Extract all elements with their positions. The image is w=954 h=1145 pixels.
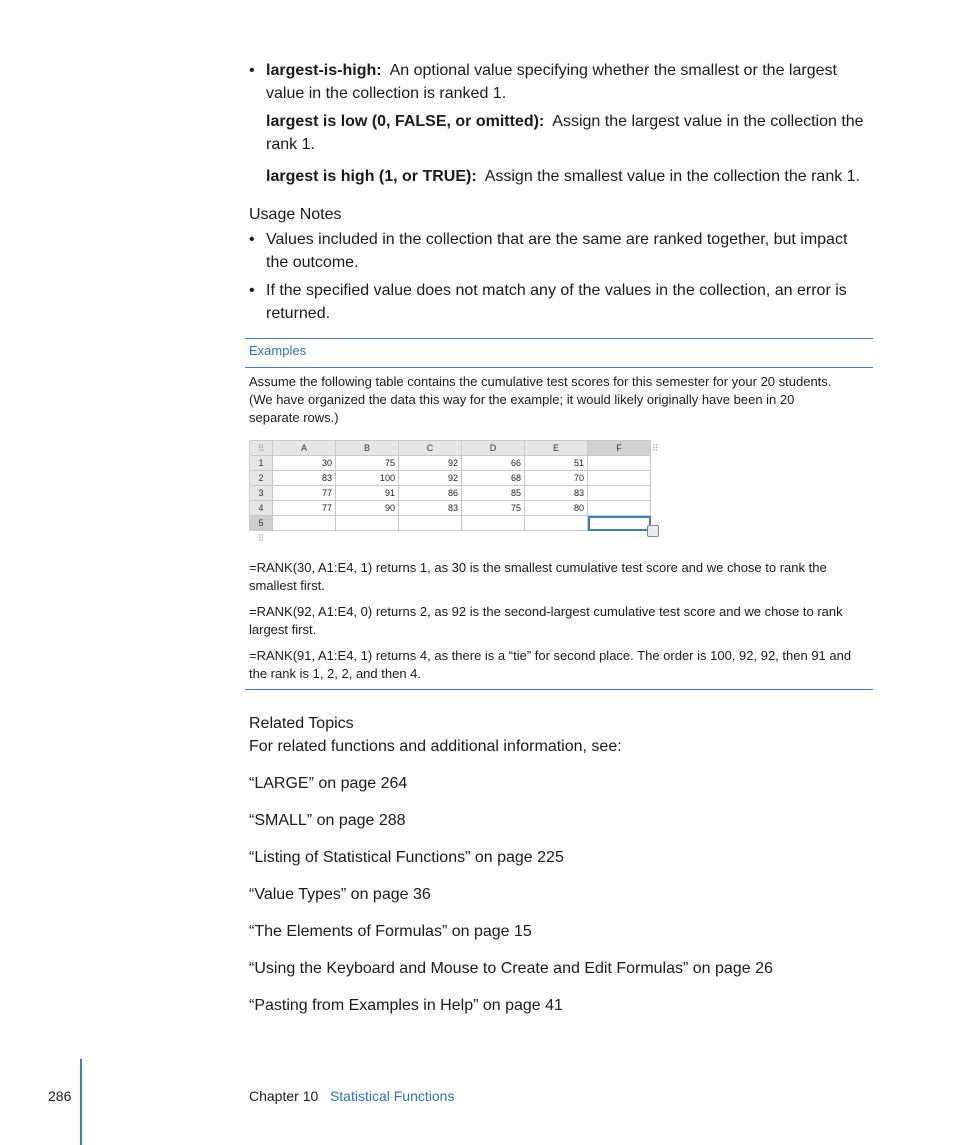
related-link-small[interactable]: “SMALL” on page 288 xyxy=(249,812,406,829)
table-cell[interactable]: 100 xyxy=(336,471,399,486)
table-cell[interactable] xyxy=(273,516,336,531)
usage-notes-heading: Usage Notes xyxy=(249,206,342,223)
table-row xyxy=(250,486,661,501)
table-row xyxy=(250,501,661,516)
bullet-dot: • xyxy=(249,231,255,248)
option-high-desc: Assign the smallest value in the collection the rank 1. xyxy=(484,168,861,185)
table-cell[interactable]: 68 xyxy=(462,471,525,486)
example-2 xyxy=(249,603,873,639)
related-topics-intro: For related functions and additional information, see: xyxy=(249,738,622,755)
examples-label-rule xyxy=(245,367,873,368)
usage-note-2-line1: If the specified value does not match any of the values in the collection, an error is xyxy=(266,282,847,299)
option-low-term: largest is low (0, FALSE, or omitted): xyxy=(266,113,545,130)
example-1-line1: =RANK(30, A1:E4, 1) returns 1, as 30 is the smallest cumulative test score and we chose to rank the xyxy=(249,560,827,575)
table-row xyxy=(250,471,661,486)
table-row xyxy=(250,516,661,531)
examples-intro-line2: (We have organized the data this way for the example; it would likely originally have been in 20 xyxy=(249,392,795,407)
table-cell[interactable] xyxy=(399,516,462,531)
table-cell[interactable]: 90 xyxy=(336,501,399,516)
bullet-dot: • xyxy=(249,62,255,79)
examples-top-rule xyxy=(245,338,873,339)
table-cell[interactable]: 77 xyxy=(273,501,336,516)
header-row xyxy=(250,441,661,456)
example-3 xyxy=(249,647,873,683)
row-grip-icon[interactable]: ⠿ xyxy=(257,532,265,543)
argument-desc-line2: value in the collection is ranked 1. xyxy=(266,85,507,102)
argument-desc-line1: An optional value specifying whether the smallest or the largest xyxy=(389,62,837,79)
chapter-title-link[interactable]: Statistical Functions xyxy=(329,1088,455,1104)
table-cell[interactable]: 86 xyxy=(399,486,462,501)
table-cell[interactable] xyxy=(525,516,588,531)
example-1-line2: smallest first. xyxy=(249,578,325,593)
grip-icon[interactable]: ⠿ xyxy=(250,441,273,456)
table-cell[interactable]: 85 xyxy=(462,486,525,501)
related-link-value-types[interactable]: “Value Types” on page 36 xyxy=(249,886,431,903)
table-cell[interactable]: 92 xyxy=(399,471,462,486)
option-low-desc-2: rank 1. xyxy=(266,136,315,153)
examples-bottom-rule xyxy=(245,689,873,690)
column-grip-icon[interactable]: ⠿ xyxy=(652,442,659,453)
table-cell[interactable]: 83 xyxy=(525,486,588,501)
row-grip-row xyxy=(250,531,661,546)
related-link-large[interactable]: “LARGE” on page 264 xyxy=(249,775,408,792)
footer-divider xyxy=(80,1059,82,1145)
table-cell[interactable]: 30 xyxy=(273,456,336,471)
examples-label: Examples xyxy=(249,343,307,358)
table-cell[interactable]: 75 xyxy=(336,456,399,471)
table-cell[interactable]: 92 xyxy=(399,456,462,471)
row-header-3[interactable]: 3 xyxy=(250,486,273,501)
usage-note-2-line2: returned. xyxy=(266,305,331,322)
example-1 xyxy=(249,559,873,595)
spreadsheet-table xyxy=(249,440,661,545)
table-cell[interactable] xyxy=(588,501,651,516)
example-2-line1: =RANK(92, A1:E4, 0) returns 2, as 92 is the second-largest cumulative test score and we chose to rank xyxy=(249,604,843,619)
bullet-dot: • xyxy=(249,282,255,299)
table-cell[interactable]: 80 xyxy=(525,501,588,516)
table-cell[interactable] xyxy=(588,486,651,501)
related-link-elements-of-formulas[interactable]: “The Elements of Formulas” on page 15 xyxy=(249,923,532,940)
table-cell[interactable]: 91 xyxy=(336,486,399,501)
examples-intro-line3: separate rows.) xyxy=(249,410,339,425)
table-cell[interactable] xyxy=(588,456,651,471)
column-header-e[interactable]: E xyxy=(525,441,588,456)
table-cell[interactable]: 51 xyxy=(525,456,588,471)
page-number: 286 xyxy=(48,1088,72,1104)
row-header-1[interactable]: 1 xyxy=(250,456,273,471)
option-low-desc-1: Assign the largest value in the collection the xyxy=(552,113,864,130)
example-3-line1: =RANK(91, A1:E4, 1) returns 4, as there is a “tie” for second place. The order is 100, 92, 92, then 91 and xyxy=(249,648,852,663)
resize-handle-icon[interactable] xyxy=(647,525,659,537)
example-3-line2: the rank is 1, 2, 2, and then 4. xyxy=(249,666,422,681)
selected-cell[interactable] xyxy=(588,516,651,531)
table-cell[interactable]: 66 xyxy=(462,456,525,471)
related-link-keyboard-and-mouse[interactable]: “Using the Keyboard and Mouse to Create and Edit Formulas” on page 26 xyxy=(249,960,773,977)
option-largest-is-high xyxy=(266,165,873,188)
examples-intro xyxy=(249,373,873,427)
option-high-term: largest is high (1, or TRUE): xyxy=(266,168,477,185)
row-header-2[interactable]: 2 xyxy=(250,471,273,486)
option-largest-is-low xyxy=(266,110,873,156)
column-header-b[interactable]: B xyxy=(336,441,399,456)
table-cell[interactable] xyxy=(588,471,651,486)
chapter-label: Chapter 10 xyxy=(249,1088,319,1104)
footer-chapter xyxy=(249,1088,454,1104)
related-link-pasting-examples[interactable]: “Pasting from Examples in Help” on page 41 xyxy=(249,997,563,1014)
row-header-4[interactable]: 4 xyxy=(250,501,273,516)
table-cell[interactable] xyxy=(336,516,399,531)
column-header-f[interactable]: F xyxy=(588,441,651,456)
related-link-statistical-functions[interactable]: “Listing of Statistical Functions” on page 225 xyxy=(249,849,564,866)
related-topics-heading: Related Topics xyxy=(249,715,354,732)
examples-intro-line1: Assume the following table contains the cumulative test scores for this semester for your 20 students. xyxy=(249,374,832,389)
row-header-5[interactable]: 5 xyxy=(250,516,273,531)
usage-note-1-line2: the outcome. xyxy=(266,254,359,271)
column-header-c[interactable]: C xyxy=(399,441,462,456)
column-header-a[interactable]: A xyxy=(273,441,336,456)
table-cell[interactable]: 77 xyxy=(273,486,336,501)
table-cell[interactable] xyxy=(462,516,525,531)
example-2-line2: largest first. xyxy=(249,622,317,637)
table-cell[interactable]: 75 xyxy=(462,501,525,516)
table-row xyxy=(250,456,661,471)
usage-note-1-line1: Values included in the collection that are the same are ranked together, but impact xyxy=(266,231,848,248)
table-cell[interactable]: 70 xyxy=(525,471,588,486)
table-cell[interactable]: 83 xyxy=(273,471,336,486)
argument-term: largest-is-high: xyxy=(266,62,382,79)
column-header-d[interactable]: D xyxy=(462,441,525,456)
table-cell[interactable]: 83 xyxy=(399,501,462,516)
